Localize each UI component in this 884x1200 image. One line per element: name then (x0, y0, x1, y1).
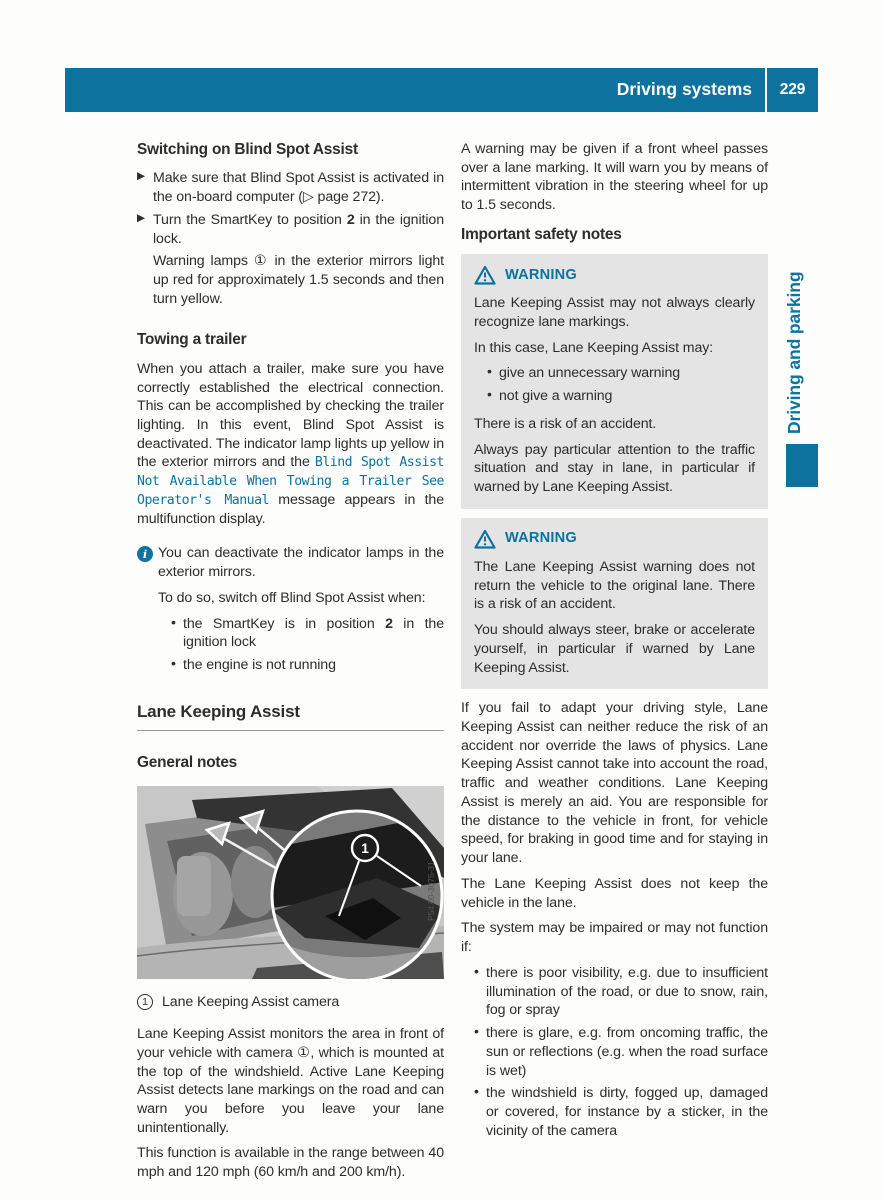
note-bullet-list (158, 615, 444, 675)
paragraph-adapt-driving-style: If you fail to adapt your driving style, Lane Keeping Assist can neither reduce the risk of an accident nor override the laws of physics. Lane Keeping Assist cannot take into account the road, traffic and weather conditions. Lane Keeping Assist is merely an aid. You are responsible for the distance to the vehicle in front, for vehicle speed, for braking in good time and for staying in your lane. (461, 700, 768, 867)
page-title: Driving systems (616, 79, 752, 100)
right-column (461, 140, 768, 1148)
note-paragraph: You can deactivate the indicator lamps in the exterior mirrors. (158, 545, 444, 581)
paragraph-warning-vibration: A warning may be given if a front wheel passes over a lane marking. It will warn you by means of intermittent vibration in the steering wheel for up to 1.5 seconds. (461, 141, 768, 214)
warning-paragraph: In this case, Lane Keeping Assist may: (474, 339, 714, 356)
action-text: in the ignition lock. (153, 211, 444, 247)
action-item (137, 211, 444, 248)
paragraph-speed-range: This function is available in the range between 40 mph and 120 mph (60 km/h and 200 km/h). (137, 1145, 444, 1181)
action-text: Make sure that Blind Spot Assist is activated in the on-board computer (▷ page 272). (153, 170, 444, 206)
figure-callout-number: 1 (361, 839, 369, 856)
camera-location-figure (137, 786, 444, 1012)
heading-general-notes: General notes (137, 754, 238, 772)
warning-paragraph: There is a risk of an accident. (474, 415, 657, 432)
paragraph-towing: When you attach a trailer, make sure you have correctly established the electrical connection. This can be accomplished by checking the trailer lighting. In this event, Blind Spot Assist is deactivated. The indicator lamp lights up yellow in the exterior mirrors and the Blind Spot Assist Not Available When Towing a Trailer See Operator's Manual message appears in the multifunction display. (137, 360, 444, 527)
key-position-value: 2 (346, 211, 355, 228)
chapter-sidebar-tab (786, 444, 818, 487)
action-arrow-icon: ▶ (137, 211, 145, 224)
action-text: Turn the SmartKey to position (153, 211, 347, 228)
left-column (137, 140, 444, 1189)
warning-paragraph: The Lane Keeping Assist warning does not return the vehicle to the original lane. There is a risk of an accident. (474, 558, 755, 613)
camera-location-image (137, 786, 444, 979)
paragraph-does-not-keep: The Lane Keeping Assist does not keep the vehicle in the lane. (461, 875, 768, 911)
warning-paragraph: You should always steer, brake or accelerate yourself, in particular if warned by Lane Keeping Assist. (474, 622, 755, 676)
warning-header (474, 265, 755, 285)
heading-switching-on-blind-spot-assist: Switching on Blind Spot Assist (137, 141, 358, 158)
info-icon: i (137, 546, 153, 562)
chapter-sidebar-label: Driving and parking (784, 271, 804, 434)
warning-paragraph: Always pay particular attention to the traffic situation and stay in lane, in particular if warned by Lane Keeping Assist. (474, 441, 755, 496)
action-item (137, 169, 444, 206)
key-position-value: 2 (385, 615, 393, 632)
paragraph-system-impaired: The system may be impaired or may not function if: (461, 920, 768, 956)
bullet-item: • the windshield is dirty, fogged up, damaged or covered, for instance by a sticker, in the vicinity of the camera (474, 1084, 768, 1140)
heading-important-safety-notes: Important safety notes (461, 225, 622, 243)
page-number: 229 (779, 80, 806, 98)
figure-caption (137, 993, 444, 1012)
warning-triangle-icon (474, 265, 496, 285)
bullet-item: • there is poor visibility, e.g. due to insufficient illumination of the road, or due to snow, rain, fog or spray (474, 964, 768, 1020)
info-note (137, 544, 444, 674)
warning-bullet-list (474, 364, 755, 405)
bullet-item: • the engine is not running (171, 656, 444, 675)
figure-image-code: P54.00-3075-31 (426, 861, 436, 921)
bullet-item: • not give a warning (487, 387, 755, 406)
bullet-item: • there is glare, e.g. from oncoming traffic, the sun or reflections (e.g. when the road surface is wet) (474, 1024, 768, 1080)
warning-triangle-icon (474, 529, 496, 549)
action-continuation: Warning lamps ① in the exterior mirrors light up red for approximately 1.5 seconds and then turn yellow. (153, 253, 444, 307)
action-arrow-icon: ▶ (137, 170, 145, 183)
warning-paragraph: Lane Keeping Assist may not always clearly recognize lane markings. (474, 295, 755, 330)
heading-lane-keeping-assist: Lane Keeping Assist (137, 701, 444, 731)
bullet-item: • give an unnecessary warning (487, 364, 755, 383)
warning-header (474, 529, 755, 549)
bullet-item: • the SmartKey is in position 2 in the ignition lock (171, 615, 444, 652)
caption-number: 1 (137, 994, 153, 1010)
impairment-bullet-list (461, 964, 768, 1141)
header-bar (65, 68, 818, 112)
warning-box (461, 518, 768, 689)
warning-label: WARNING (505, 530, 577, 547)
heading-towing-a-trailer: Towing a trailer (137, 331, 247, 349)
warning-label: WARNING (505, 266, 577, 283)
note-paragraph: To do so, switch off Blind Spot Assist when: (158, 589, 426, 606)
multifunction-display-message: Blind Spot Assist Not Available When Towing a Trailer See Operator's Manual (137, 455, 444, 508)
paragraph-camera: Lane Keeping Assist monitors the area in front of your vehicle with camera ①, which is mounted at the top of the windshield. Active Lane Keeping Assist detects lane markings on the road and can warn you before you leave your lane unintentionally. (137, 1026, 444, 1136)
caption-label: Lane Keeping Assist camera (162, 994, 340, 1011)
warning-box (461, 254, 768, 509)
